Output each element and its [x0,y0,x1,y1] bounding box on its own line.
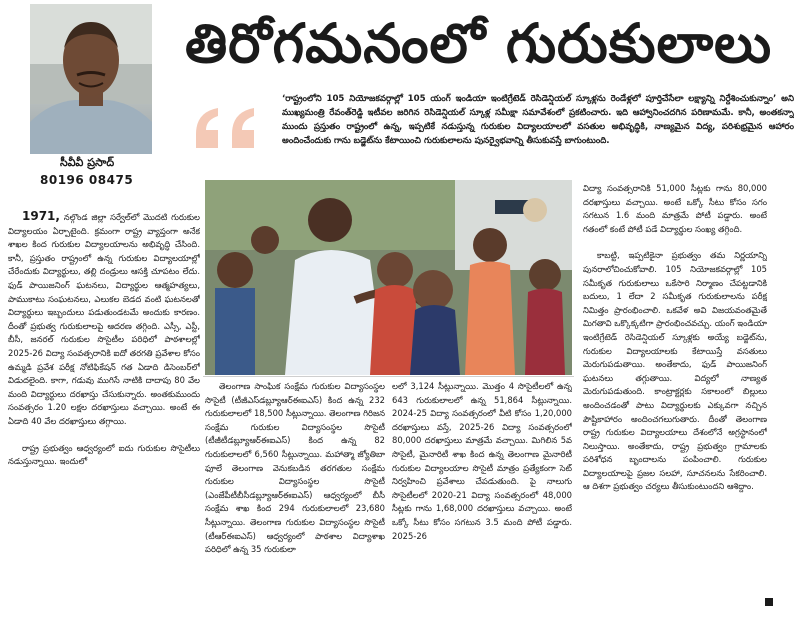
paragraph: రాష్ట్ర ప్రభుత్వం ఆధ్వర్యంలో ఐదు గురుకుల సొసైటీలు నడుస్తున్నాయి. ఇందులో [8,442,200,467]
article-column-2 [205,380,385,620]
author-name: సీవీవీ ప్రసాద్ [60,156,115,169]
article-column-3 [392,380,572,620]
article-column-1 [8,210,200,620]
paragraph: కాబట్టి, ఇప్పటికైనా ప్రభుత్వం తమ నిర్ణయాన్ని పునరాలోచించుకోవాలి. 105 నియోజకవర్గాల్లో 105 సమీకృత గురుకులాలు ఒకేసారి నిర్మాణం చేపట్టడానికి బదులు, 1 లేదా 2 సమీకృత గురుకులాలను పరీక్ష నిమిత్తం ప్రారంభించాలి. ఒకవేళ అవి విజయవంతమైతే మిగతావి ఒక్కొక్కటిగా ప్రారంభించవచ్చు. యంగ్ ఇండియా ఇంటిగ్రేటెడ్ రెసిడెన్షియల్ స్కూళ్లకు అయ్యే బడ్జెట్‌ను, గురుకుల విద్యాలయాలకు కేటాయిస్తే వసతులు మెరుగుపడుతాయి. అంతేకాదు, ఫుడ్ పాయిజనింగ్ ఘటనలు తగ్గుతాయి. విద్యలో నాణ్యత మెరుగుపడుతుంది. కాంట్రాక్టర్లకు సకాలంలో బిల్లులు అందించడంతో పాటు విద్యార్థులకు ఎక్కువగా నచ్చిన పౌష్టికాహారం అందించగలుగుతారు. దీంతో తెలంగాణ రాష్ట్ర గురుకుల విద్యాలయాలు దేశంలోనే అగ్రస్థానంలో నిలుస్తాయి. అంతేకాదు, రాష్ట్ర ప్రభుత్వం గ్రామాలకు పరిశోధన బృందాలను పంపించాలి. గురుకుల విద్యాలయాలపై ప్రజల సలహా, సూచనలను సేకరించాలి. ఆ దిశగా ప్రభుత్వం చర్యలు తీసుకుంటుందని ఆశిద్దాం. [583,250,767,492]
photo-divider [203,376,574,377]
paragraph: విద్యా సంవత్సరానికి 51,000 సీట్లకు గాను 80,000 దరఖాస్తులు వచ్చాయి. అంటే ఒక్కో సీటు కోసం సగం సగటున 1.6 మంది మాత్రమే పోటీ పడ్డారు. అంటే గతంలో కంటే పోటీ పడే విద్యార్థుల సంఖ్య తగ్గింది. [583,183,767,234]
paragraph [8,210,200,429]
headline: తిరోగమనంలో గురుకులాలు [185,12,773,75]
author-photo [30,4,152,154]
paragraph: తెలంగాణ సాంఘిక సంక్షేమ గురుకుల విద్యాసంస్థల సొసైటీ (టీజీఎస్‌డబ్ల్యూఆర్ఈఐఎస్) కింద ఉన్న 232 గురుకులాలలో 18,500 సీట్లున్నాయి. తెలంగాణ గిరిజన సంక్షేమ గురుకుల విద్యాసంస్థల సొసైటీ (టీజీటీడబ్ల్యూఆర్ఈఐఎస్) కింద ఉన్న 82 గురుకులాలలో 6,560 సీట్లున్నాయి. మహాత్మా జ్యోతిబా ఫూలే తెలంగాణ వెనుకబడిన తరగతుల సంక్షేమ గురుకుల విద్యాసంస్థల సొసైటీ (ఎంజేపీటీబీసీడబ్ల్యూఆర్ఈఐఎస్) ఆధ్వర్యంలో బీసీ సంక్షేమ శాఖ కింద 294 గురుకులాలలో 23,680 సీట్లున్నాయి. తెలంగాణ గురుకుల విద్యాసంస్థల సొసైటీ (టీఆర్ఈఐఎస్) ఆధ్వర్యంలో పాఠశాల విద్యాశాఖ పరిధిలో ఉన్న 35 గురుకులా [205,381,385,555]
paragraph: లలో 3,124 సీట్లున్నాయి. మొత్తం 4 సొసైటీలలో ఉన్న 643 గురుకులాలలో ఉన్న 51,864 సీట్లున్నాయి. 2024-25 విద్యా సంవత్సరంలో వీటి కోసం 1,20,000 దరఖాస్తులు వస్తే, 2025-26 విద్యా సంవత్సరంలో 80,000 దరఖాస్తులు మాత్రమే వచ్చాయి. మిగిలిన 5వ సొసైటీ, మైనారిటీ శాఖ కింద ఉన్న తెలంగాణ మైనారిటీ గురుకుల విద్యాలయాల సొసైటీ మాత్రం ప్రత్యేకంగా సెట్ నిర్వహించి ప్రవేశాలు చేపడుతుంది. పై నాలుగు సొసైటీలలో 2020-21 విద్యా సంవత్సరంలో 48,000 సీట్లకు గాను 1,68,000 దరఖాస్తులు వచ్చాయి. అంటే ఒక్కో సీటు కోసం సగటున 3.5 మంది పోటీ పడ్డారు. 2025-26 [392,381,572,541]
opening-year: 1971, [22,210,60,223]
end-mark [765,598,773,606]
author-phone: 80196 08475 [40,173,134,187]
lead-paragraph: ‘రాష్ట్రంలోని 105 నియోజకవర్గాల్లో 105 యంగ్ ఇండియా ఇంటిగ్రేటెడ్ రెసిడెన్షియల్ స్కూళ్లను రెండేళ్లలో పూర్తిచేసేలా లక్ష్యాన్ని నిర్దేశించుకున్నాం’ అని ముఖ్యమంత్రి రేవంత్‌రెడ్డి ఇటీవల జరిగిన రెసిడెన్షియల్ స్కూళ్ల సమీక్షా సమావేశంలో ప్రకటించారు. ఇది ఆహ్వానించదగిన పరిణామమే. కానీ, అంతకన్నా ముందు ప్రస్తుతం రాష్ట్రంలో ఉన్న, ఇప్పటికే నడుస్తున్న గురుకుల విద్యాలయాలలో వసతుల అభివృద్ధికి, నాణ్యమైన విద్య, పరిశుభ్రమైన ఆహారం అందించేందుకు గాను బడ్జెట్‌ను కేటాయించి గురుకులాలను పునర్వైభవాన్ని తీసుకువస్తే బాగుంటుంది. [282,94,794,146]
quote-icon [188,98,266,158]
article-column-4 [583,182,767,620]
news-photo [205,180,572,375]
paragraph-text: నల్గొండ జిల్లా సర్వేల్‌లో మొదటి గురుకుల విద్యాలయం ఏర్పాటైంది. క్రమంగా రాష్ట్ర వ్యాప్తంగా అనేక శాఖల కింద గురుకుల విద్యాలయాలను అభివృద్ధి చేసింది. కానీ, ప్రస్తుతం రాష్ట్రంలో ఉన్న గురుకుల విద్యాలయాల్లో చేరేందుకు విద్యార్థులు, తల్లి దండ్రులు ఆసక్తి చూపటం లేదు. ఫుడ్ పాయిజనింగ్ ఘటనలు, విద్యార్థుల ఆత్మహత్యలు, పాముకాటు సంఘటనలు, ఎలుకల బెడద వంటి ఘటనలతో విద్యార్థులు ఇబ్బందులు పడుతుండటమే అందుకు కారణం. దీంతో ప్రభుత్వ గురుకులాలపై ఆదరణ తగ్గింది. ఎస్సీ, ఎస్టీ, బీసీ, జనరల్ గురుకుల సొసైటీల పరిధిలో పాఠశాలల్లో 2025-26 విద్యా సంవత్సరానికి ఐదో తరగతి ప్రవేశాల కోసం ఉమ్మడి ప్రవేశ పరీక్ష నోటిఫికేషన్ గత ఏడాది డిసెంబర్‌లో విడుదలైంది. కాగా, గడువు ముగిసే నాటికి దాదాపు 80 వేల మంది విద్యార్థులు దరఖాస్తు చేసుకున్నారు. అంతకుముందు సంవత్సరం 1.20 లక్షల దరఖాస్తులు వచ్చాయి. అంటే ఈ ఏడాది 40 వేల దరఖాస్తులు తగ్గాయి. [8,212,200,426]
